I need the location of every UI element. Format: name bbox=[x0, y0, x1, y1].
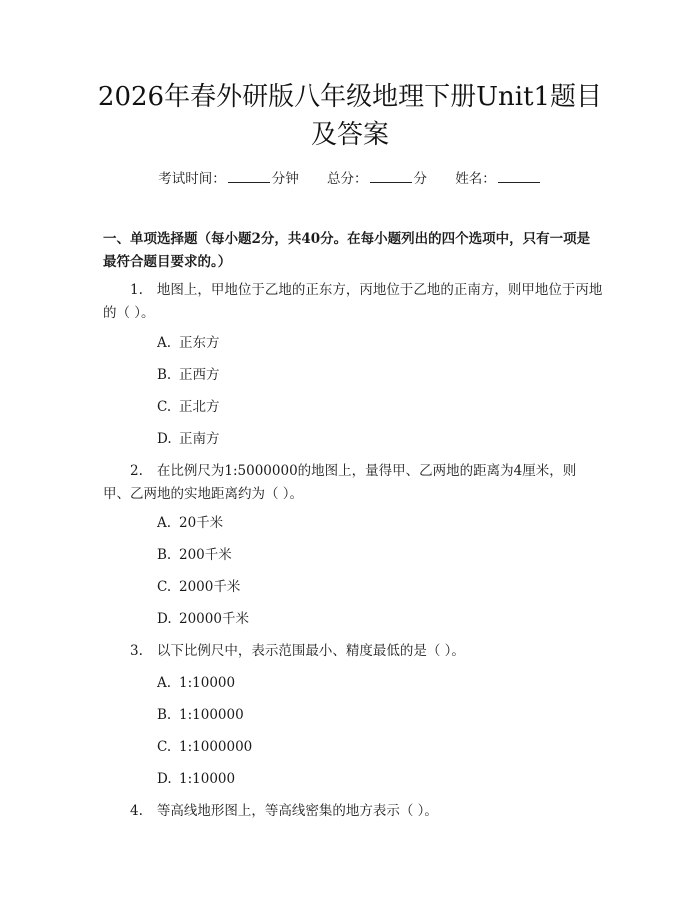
question-2-option-d bbox=[157, 609, 249, 629]
question-number: 3. bbox=[130, 643, 143, 659]
option-text: 1:100000 bbox=[179, 707, 244, 723]
title-line-2: 及答案 bbox=[310, 120, 389, 150]
question-3 bbox=[103, 640, 603, 663]
option-text: 正南方 bbox=[179, 431, 220, 447]
option-text: 正东方 bbox=[179, 335, 220, 351]
question-text: 等高线地形图上，等高线密集的地方表示（ ）。 bbox=[156, 803, 438, 819]
student-name-label: 姓名： bbox=[455, 171, 496, 187]
question-1-option-b bbox=[157, 365, 220, 385]
question-3-option-a bbox=[157, 673, 235, 693]
question-text: 在比例尺为1:5000000的地图上，量得甲、乙两地的距离为4厘米，则甲、乙两地的实地距离约为（ ）。 bbox=[103, 463, 577, 502]
total-score-blank bbox=[370, 168, 412, 183]
option-text: 200千米 bbox=[179, 547, 232, 563]
section-heading: 一、单项选择题（每小题2分，共40分。在每小题列出的四个选项中，只有一项是最符合题目要求的。） bbox=[103, 231, 591, 270]
question-2-option-b bbox=[157, 545, 232, 565]
question-number: 1. bbox=[130, 282, 143, 298]
option-text: 正北方 bbox=[179, 399, 220, 415]
option-text: 20000千米 bbox=[179, 611, 249, 627]
option-text: 1:10000 bbox=[179, 771, 236, 787]
question-2-option-a bbox=[157, 513, 223, 533]
question-2 bbox=[103, 460, 603, 506]
option-text: 正西方 bbox=[179, 367, 220, 383]
option-letter: A. bbox=[157, 515, 172, 531]
student-name-field bbox=[455, 168, 542, 189]
option-letter: C. bbox=[157, 579, 172, 595]
option-letter: D. bbox=[157, 431, 172, 447]
question-3-option-c bbox=[157, 737, 252, 757]
question-1-option-c bbox=[157, 397, 220, 417]
option-letter: B. bbox=[157, 707, 172, 723]
option-text: 2000千米 bbox=[179, 579, 241, 595]
question-1-option-a bbox=[157, 333, 220, 353]
option-letter: A. bbox=[157, 675, 172, 691]
option-letter: A. bbox=[157, 335, 172, 351]
total-score-field bbox=[327, 168, 427, 189]
option-text: 1:1000000 bbox=[179, 739, 253, 755]
exam-info-bar bbox=[0, 168, 700, 189]
question-4 bbox=[103, 800, 603, 823]
option-text: 1:10000 bbox=[179, 675, 236, 691]
option-text: 20千米 bbox=[179, 515, 224, 531]
question-3-option-d bbox=[157, 769, 235, 789]
question-3-option-b bbox=[157, 705, 244, 725]
question-number: 4. bbox=[130, 803, 143, 819]
exam-time-blank bbox=[228, 168, 270, 183]
exam-time-label: 考试时间： bbox=[158, 171, 226, 187]
student-name-blank bbox=[498, 168, 540, 183]
page-title bbox=[0, 78, 700, 154]
option-letter: B. bbox=[157, 547, 172, 563]
total-score-label: 总分： bbox=[327, 171, 368, 187]
total-score-unit: 分 bbox=[413, 171, 427, 187]
title-line-1: 2026年春外研版八年级地理下册Unit1题目 bbox=[97, 82, 603, 112]
question-1-option-d bbox=[157, 429, 220, 449]
option-letter: D. bbox=[157, 611, 172, 627]
option-letter: D. bbox=[157, 771, 172, 787]
option-letter: C. bbox=[157, 399, 172, 415]
question-text: 以下比例尺中，表示范围最小、精度最低的是（ ）。 bbox=[156, 643, 465, 659]
exam-time-unit: 分钟 bbox=[271, 171, 299, 187]
question-number: 2. bbox=[130, 463, 143, 479]
exam-time-field bbox=[158, 168, 299, 189]
question-1 bbox=[103, 279, 603, 325]
question-2-option-c bbox=[157, 577, 240, 597]
option-letter: B. bbox=[157, 367, 172, 383]
option-letter: C. bbox=[157, 739, 172, 755]
question-text: 地图上，甲地位于乙地的正东方，丙地位于乙地的正南方，则甲地位于丙地的（ ）。 bbox=[103, 282, 603, 321]
